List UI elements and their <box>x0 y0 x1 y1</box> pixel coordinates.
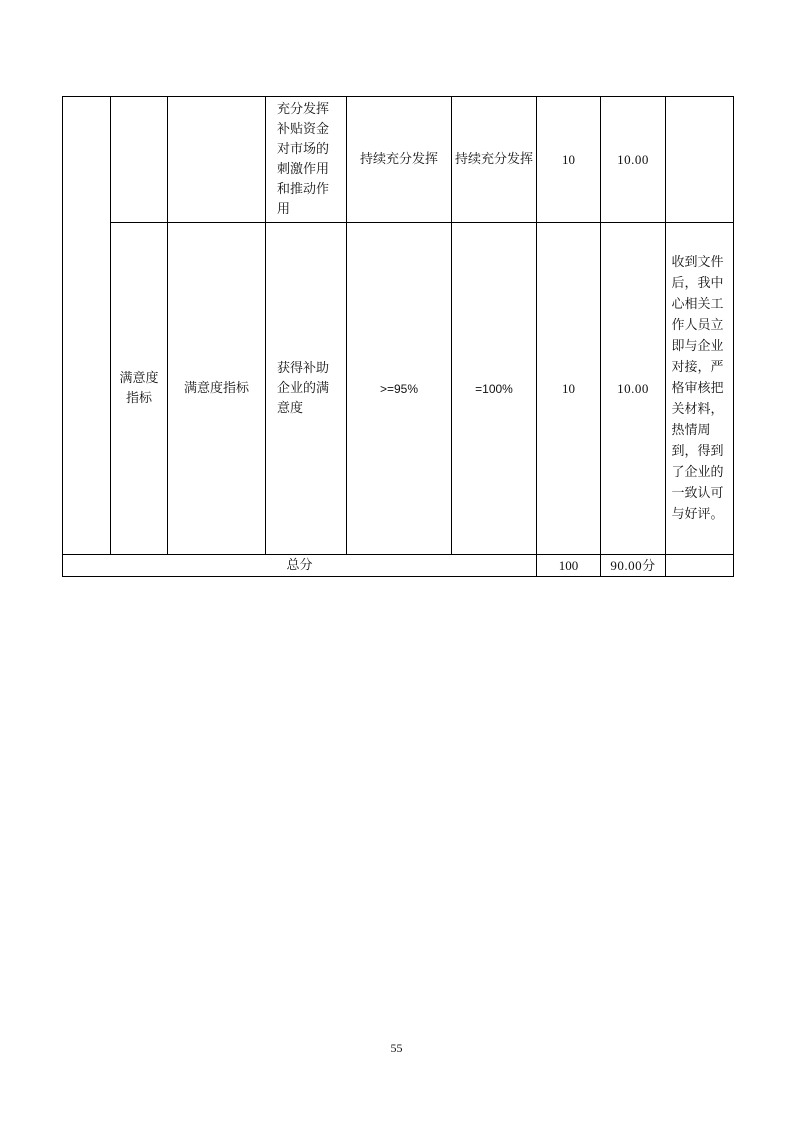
annual-target-text: >=95% <box>379 381 419 396</box>
indicator-text: 充分发挥补贴资金对市场的刺激作用和推动作用 <box>277 101 330 217</box>
total-score: 90.00分 <box>610 557 656 573</box>
annual-target-text: 持续充分发挥 <box>359 151 438 167</box>
level2-text: 满意度指标 <box>119 370 159 406</box>
score-cell <box>601 223 666 555</box>
total-remark-cell <box>666 555 734 577</box>
actual-value-text: =100% <box>475 381 513 396</box>
indicator-cell <box>266 223 347 555</box>
table-row <box>63 223 734 555</box>
total-weight-cell <box>537 555 601 577</box>
performance-table <box>62 96 734 577</box>
weight-text: 10 <box>562 151 575 167</box>
level2-cell <box>111 223 168 555</box>
remark-cell <box>666 97 734 223</box>
level1-cell <box>63 97 111 555</box>
total-weight: 100 <box>558 557 579 573</box>
actual-value-text: 持续充分发挥 <box>455 151 534 167</box>
indicator-cell <box>266 97 347 223</box>
remark-text: 收到文件后，我中心相关工作人员立即与企业对接，严格审核把关材料，热情周到，得到了企业的一致认可与好评。 <box>671 255 724 522</box>
remark-cell <box>666 223 734 555</box>
score-text: 10.00 <box>617 380 649 396</box>
page-number: 55 <box>390 1041 403 1055</box>
annual-target-cell <box>347 223 452 555</box>
weight-text: 10 <box>562 380 575 396</box>
table-row <box>63 97 734 223</box>
indicator-text: 获得补助企业的满意度 <box>277 360 330 416</box>
total-label: 总分 <box>286 557 313 573</box>
level3-cell <box>168 97 266 223</box>
annual-target-cell <box>347 97 452 223</box>
score-text: 10.00 <box>617 151 649 167</box>
total-label-cell <box>63 555 537 577</box>
actual-value-cell <box>452 223 537 555</box>
level3-text: 满意度指标 <box>183 380 249 396</box>
total-row <box>63 555 734 577</box>
level2-cell <box>111 97 168 223</box>
level3-cell <box>168 223 266 555</box>
score-cell <box>601 97 666 223</box>
weight-cell <box>537 97 601 223</box>
actual-value-cell <box>452 97 537 223</box>
total-score-cell <box>601 555 666 577</box>
weight-cell <box>537 223 601 555</box>
